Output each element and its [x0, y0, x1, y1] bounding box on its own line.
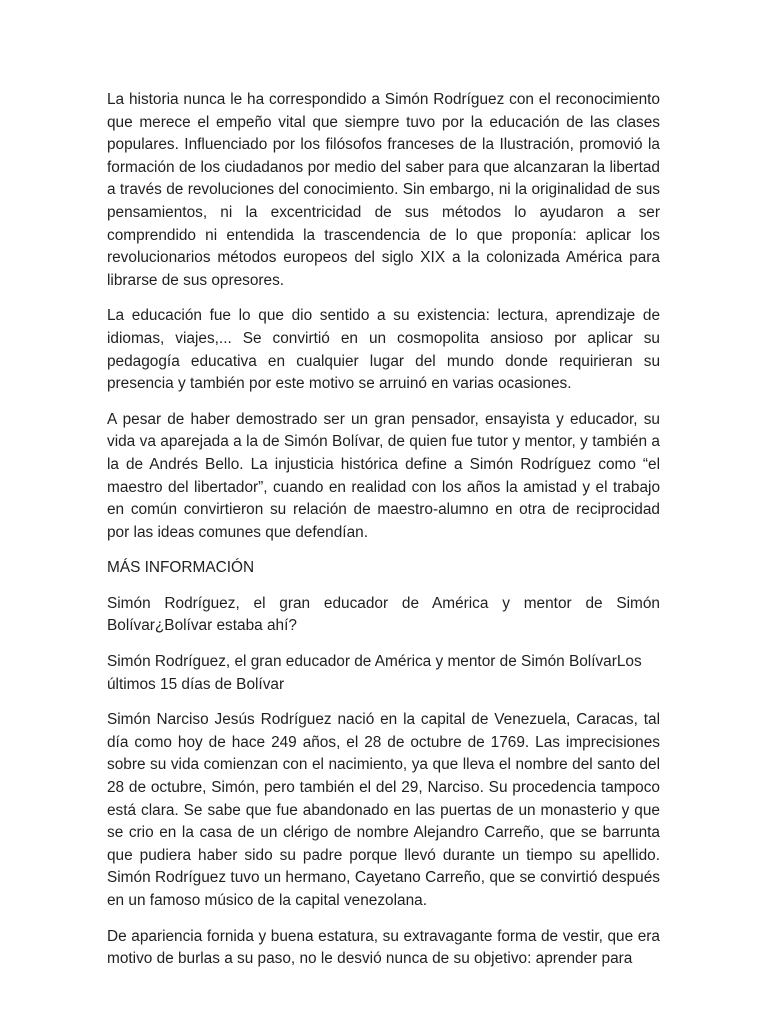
paragraph-intro: La historia nunca le ha correspondido a Simón Rodríguez con el reconocimiento que merece el empeño vital que siempre tuvo por la educación de las clases populares. Influenciado por los filósofos franceses de la Ilustración, promovió la formación de los ciudadanos por medio del saber para que alcanzaran la libertad a través de revoluciones del conocimiento. Sin embargo, ni la originalidad de sus pensamientos, ni la excentricidad de sus métodos lo ayudaron a ser comprendido ni entendida la trascendencia de lo que proponía: aplicar los revolucionarios métodos europeos del siglo XIX a la colonizada América para librarse de sus opresores. [107, 91, 660, 289]
related-link-1: Simón Rodríguez, el gran educador de América y mentor de Simón Bolívar¿Bolívar estaba ahí? [107, 594, 660, 635]
paragraph-appearance: De apariencia fornida y buena estatura, su extravagante forma de vestir, que era motivo de burlas a su paso, no le desvió nunca de su objetivo: aprender para [107, 927, 660, 968]
more-info-heading: MÁS INFORMACIÓN [107, 559, 255, 577]
paragraph-education: La educación fue lo que dio sentido a su existencia: lectura, aprendizaje de idiomas, viajes,... Se convirtió en un cosmopolita ansioso por aplicar su pedagogía educativa en cualquier lugar del mundo donde requirieran su presencia y también por este motivo se arruinó en varias ocasiones. [107, 307, 660, 393]
paragraph-bolivar: A pesar de haber demostrado ser un gran pensador, ensayista y educador, su vida va aparejada a la de Simón Bolívar, de quien fue tutor y mentor, y también a la de Andrés Bello. La injusticia histórica define a Simón Rodríguez como “el maestro del libertador”, cuando en realidad con los años la amistad y el trabajo en común convirtieron su relación de maestro-alumno en otra de reciprocidad por las ideas comunes que defendían. [107, 410, 660, 541]
related-link-2: Simón Rodríguez, el gran educador de América y mentor de Simón BolívarLos últimos 15 días de Bolívar [107, 653, 642, 693]
paragraph-birth: Simón Narciso Jesús Rodríguez nació en la capital de Venezuela, Caracas, tal día como hoy de hace 249 años, el 28 de octubre de 1769. Las imprecisiones sobre su vida comienzan con el nacimiento, ya que lleva el nombre del santo del 28 de octubre, Simón, pero también el del 29, Narciso. Su procedencia tampoco está clara. Se sabe que fue abandonado en las puertas de un monasterio y que se crio en la casa de un clérigo de nombre Alejandro Carreño, que se barrunta que pudiera haber sido su padre porque llevó durante un tiempo su apellido. Simón Rodríguez tuvo un hermano, Cayetano Carreño, que se convirtió después en un famoso músico de la capital venezolana. [107, 711, 660, 909]
